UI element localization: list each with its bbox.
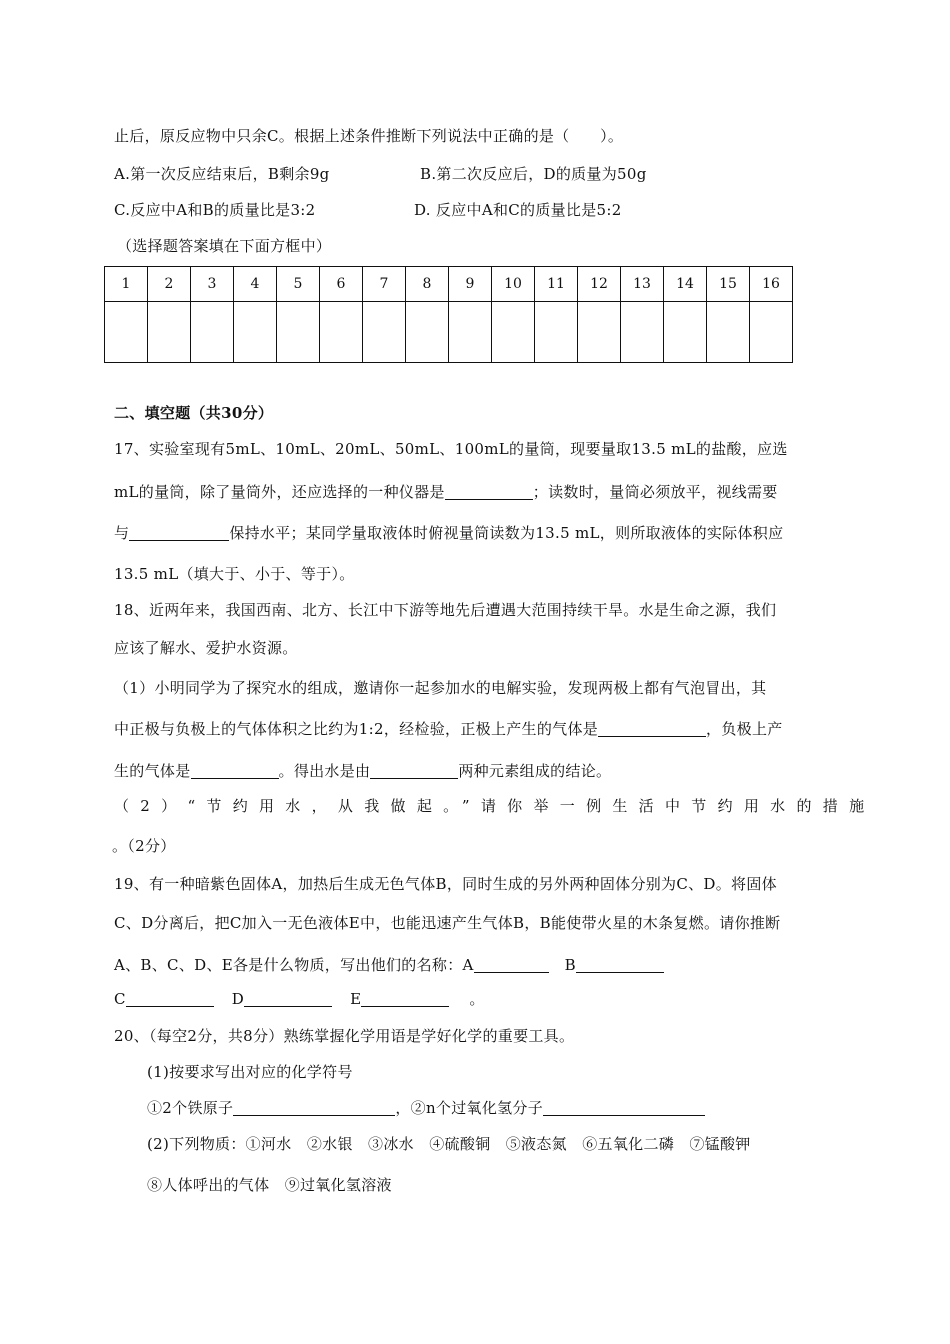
answer-number: 4 — [234, 267, 277, 302]
q19-b-blank[interactable] — [576, 955, 664, 973]
q17-line3 — [114, 522, 783, 544]
q18-line2: 应该了解水、爱护水资源。 — [114, 639, 298, 657]
answer-table — [104, 266, 793, 363]
q18-text: 中正极与负极上的气体体积之比约为1:2，经检验，正极上产生的气体是 — [114, 720, 599, 738]
q19-c-blank[interactable] — [126, 989, 214, 1007]
q19-text: A、B、C、D、E各是什么物质，写出他们的名称：A — [114, 956, 474, 974]
answer-cell[interactable] — [578, 302, 621, 363]
q16-option-c: C.反应中A和B的质量比是3:2 — [114, 201, 316, 219]
q16-tail: 止后，原反应物中只余C。根据上述条件推断下列说法中正确的是（ ）。 — [114, 127, 624, 145]
answer-number: 15 — [707, 267, 750, 302]
answer-cell[interactable] — [449, 302, 492, 363]
q20-peroxide-molecules-blank[interactable] — [543, 1098, 705, 1116]
q18-elements-blank[interactable] — [370, 761, 458, 779]
q16-option-d: D. 反应中A和C的质量比是5:2 — [414, 201, 622, 219]
q19-text: C — [114, 990, 126, 1008]
answer-cell[interactable] — [191, 302, 234, 363]
q19-text: D — [231, 990, 245, 1008]
answer-cell[interactable] — [406, 302, 449, 363]
q18-positive-gas-blank[interactable] — [598, 719, 706, 737]
q17-text: mL的量筒，除了量筒外，还应选择的一种仪器是 — [114, 483, 445, 501]
q17-line1: 17、实验室现有5mL、10mL、20mL、50mL、100mL的量筒，现要量取13.5 mL的盐酸，应选 — [114, 440, 788, 458]
answer-table-input-row — [105, 302, 793, 363]
answer-cell[interactable] — [750, 302, 793, 363]
q20-iron-atoms-blank[interactable] — [233, 1098, 395, 1116]
answer-number: 8 — [406, 267, 449, 302]
q17-sightline-blank[interactable] — [129, 523, 229, 541]
q17-text: 保持水平；某同学量取液体时俯视量筒读数为13.5 mL，则所取液体的实际体积应 — [229, 524, 784, 542]
q20-line1: 20、（每空2分，共8分）熟练掌握化学用语是学好化学的重要工具。 — [114, 1027, 575, 1045]
answer-cell[interactable] — [277, 302, 320, 363]
answer-cell[interactable] — [492, 302, 535, 363]
q18-line1: 18、近两年来，我国西南、北方、长江中下游等地先后遭遇大范围持续干旱。水是生命之源，我们 — [114, 601, 777, 619]
q19-a-blank[interactable] — [474, 955, 549, 973]
q19-text: E — [350, 990, 362, 1008]
q19-d-blank[interactable] — [244, 989, 332, 1007]
q18-text: 两种元素组成的结论。 — [458, 762, 612, 780]
answer-cell[interactable] — [621, 302, 664, 363]
answer-cell[interactable] — [320, 302, 363, 363]
q17-text: ；读数时，量筒必须放平，视线需要 — [532, 483, 778, 501]
q16-option-a: A.第一次反应结束后，B剩余9g — [114, 165, 330, 183]
q19-line2: C、D分离后，把C加入一无色液体E中，也能迅速产生气体B，B能使带火星的木条复燃。请你推断 — [114, 914, 781, 932]
answer-number: 14 — [664, 267, 707, 302]
answer-number: 9 — [449, 267, 492, 302]
q20-text: ，②n个过氧化氢分子 — [395, 1099, 544, 1117]
answer-note: （选择题答案填在下面方框中） — [117, 237, 332, 255]
answer-cell[interactable] — [148, 302, 191, 363]
answer-number: 12 — [578, 267, 621, 302]
q20-text: ①2个铁原子 — [147, 1099, 234, 1117]
q19-text: B — [564, 956, 576, 974]
answer-cell[interactable] — [363, 302, 406, 363]
answer-cell[interactable] — [664, 302, 707, 363]
answer-number: 11 — [535, 267, 578, 302]
q17-instrument-blank[interactable] — [445, 482, 533, 500]
q17-line4: 13.5 mL（填大于、小于、等于）。 — [114, 565, 355, 583]
q18-part2-line1: （2）“节约用水，从我做起。”请你举一例生活中节约用水的措施 — [114, 797, 876, 815]
q18-part1-line1: （1）小明同学为了探究水的组成，邀请你一起参加水的电解实验，发现两极上都有气泡冒出，其 — [114, 679, 767, 697]
answer-cell[interactable] — [535, 302, 578, 363]
section2-title: 二、填空题（共30分） — [114, 404, 274, 422]
answer-number: 6 — [320, 267, 363, 302]
answer-number: 7 — [363, 267, 406, 302]
answer-number: 1 — [105, 267, 148, 302]
answer-cell[interactable] — [234, 302, 277, 363]
q18-text: 。得出水是由 — [278, 762, 371, 780]
q20-part2-line2: ⑧人体呼出的气体 ⑨过氧化氢溶液 — [147, 1176, 392, 1194]
q19-line1: 19、有一种暗紫色固体A，加热后生成无色气体B，同时生成的另外两种固体分别为C、D。将固体 — [114, 875, 777, 893]
answer-table-header-row — [105, 267, 793, 302]
q18-part1-line3 — [114, 760, 611, 782]
answer-number: 2 — [148, 267, 191, 302]
q19-line4 — [114, 988, 485, 1010]
q18-negative-gas-blank[interactable] — [191, 761, 279, 779]
q19-text: 。 — [469, 990, 485, 1008]
q20-part1-title: (1)按要求写出对应的化学符号 — [147, 1063, 353, 1081]
q20-part1-items — [147, 1097, 705, 1119]
answer-cell[interactable] — [707, 302, 750, 363]
q18-text: 生的气体是 — [114, 762, 191, 780]
q17-line2 — [114, 481, 778, 503]
answer-number: 3 — [191, 267, 234, 302]
answer-number: 10 — [492, 267, 535, 302]
answer-cell[interactable] — [105, 302, 148, 363]
answer-number: 13 — [621, 267, 664, 302]
q19-line3 — [114, 954, 664, 976]
answer-number: 5 — [277, 267, 320, 302]
q18-text: ，负极上产 — [706, 720, 783, 738]
q20-part2-line1: (2)下列物质：①河水 ②水银 ③冰水 ④硫酸铜 ⑤液态氮 ⑥五氧化二磷 ⑦锰酸钾 — [147, 1135, 751, 1153]
answer-number: 16 — [750, 267, 793, 302]
q18-part1-line2 — [114, 718, 783, 740]
q17-text: 与 — [114, 524, 130, 542]
q19-e-blank[interactable] — [361, 989, 449, 1007]
q18-part2-line2: 。（2分） — [112, 837, 176, 855]
q16-option-b: B.第二次反应后，D的质量为50g — [420, 165, 647, 183]
